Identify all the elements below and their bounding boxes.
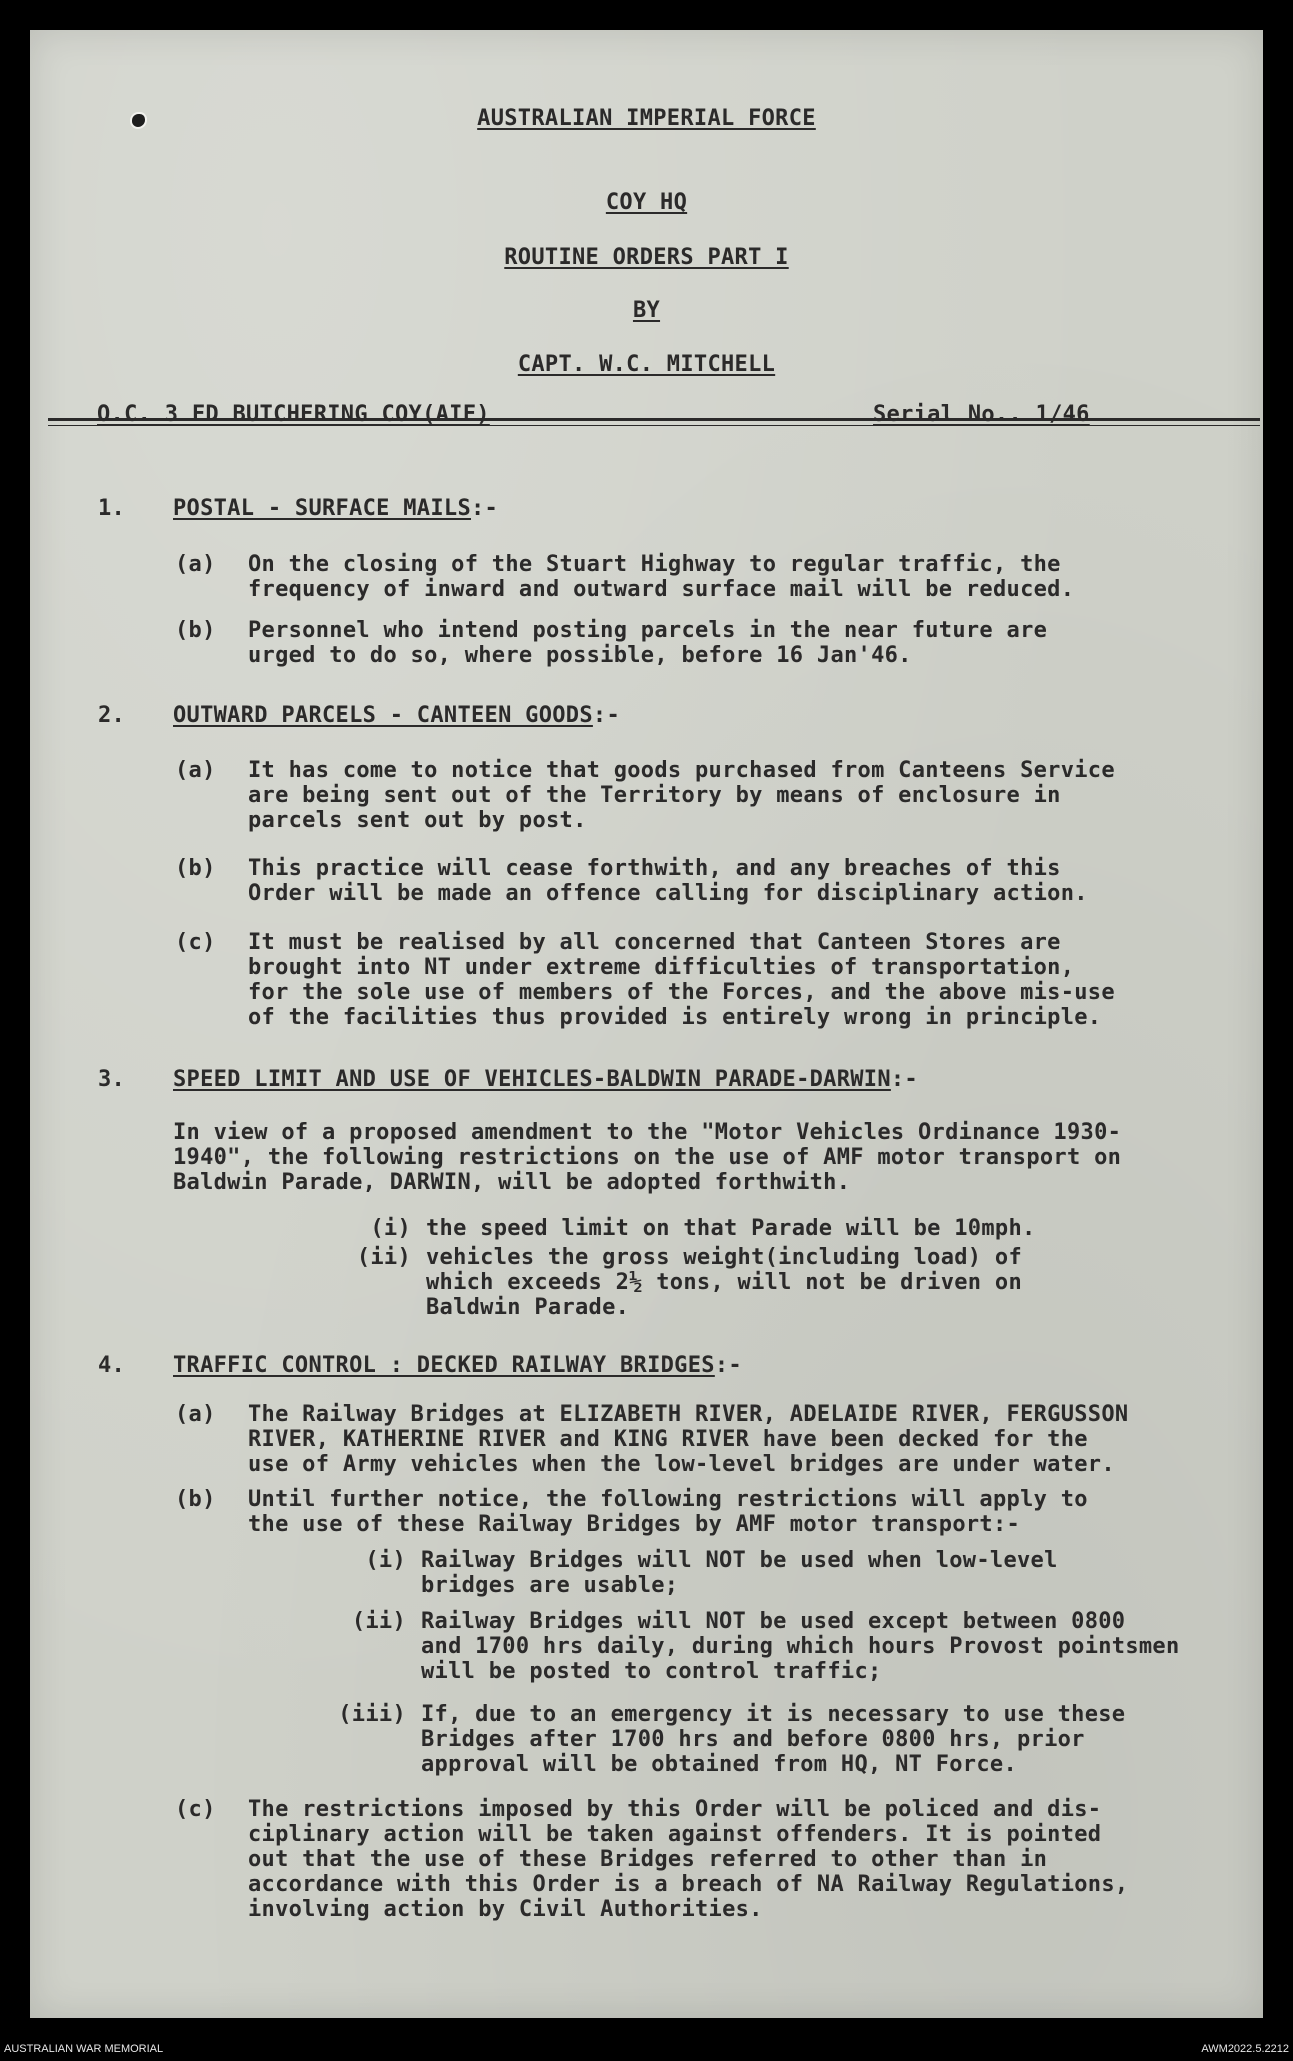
- section-4-i-line-1: Railway Bridges will NOT be used when low-level: [421, 1548, 1058, 1573]
- section-2c-line-4: of the facilities thus provided is entirely wrong in principle.: [248, 1005, 1102, 1030]
- section-4-number: 4.: [98, 1353, 126, 1378]
- section-2c-label: (c): [175, 930, 216, 955]
- header-routine-orders: ROUTINE ORDERS PART I: [504, 245, 789, 270]
- section-2c-line-3: for the sole use of members of the Forces, and the above mis-use: [248, 980, 1115, 1005]
- section-1-heading: [173, 496, 498, 521]
- section-4-title: TRAFFIC CONTROL : DECKED RAILWAY BRIDGES: [173, 1353, 715, 1378]
- section-4a-line-3: use of Army vehicles when the low-level bridges are under water.: [248, 1452, 1115, 1477]
- section-2a-line-1: It has come to notice that goods purchased from Canteens Service: [248, 758, 1115, 783]
- section-4-i-line-2: bridges are usable;: [421, 1573, 679, 1598]
- section-3-intro-line-1: In view of a proposed amendment to the "Motor Vehicles Ordinance 1930-: [173, 1120, 1122, 1145]
- header-unit: O.C. 3 FD BUTCHERING COY(AIF): [97, 402, 490, 427]
- section-2-title-suffix: :-: [592, 703, 620, 728]
- section-1-title: POSTAL - SURFACE MAILS: [173, 496, 471, 521]
- section-4b-line-1: Until further notice, the following restrictions will apply to: [248, 1487, 1088, 1512]
- section-3-heading: [173, 1067, 918, 1092]
- section-4c-line-1: The restrictions imposed by this Order will be policed and dis-: [248, 1797, 1102, 1822]
- section-2-heading: [173, 703, 620, 728]
- section-2b-label: (b): [175, 856, 216, 881]
- section-4b-line-2: the use of these Railway Bridges by AMF motor transport:-: [248, 1512, 1021, 1537]
- section-4b-label: (b): [175, 1487, 216, 1512]
- header-serial: Serial No.. 1/46: [873, 402, 1090, 427]
- header-officer-name: CAPT. W.C. MITCHELL: [517, 352, 776, 377]
- section-4a-line-1: The Railway Bridges at ELIZABETH RIVER, ADELAIDE RIVER, FERGUSSON: [248, 1402, 1129, 1427]
- section-4-ii-label: (ii): [351, 1609, 406, 1634]
- section-4-iii-line-2: Bridges after 1700 hrs and before 0800 hrs, prior: [421, 1727, 1085, 1752]
- header-force: AUSTRALIAN IMPERIAL FORCE: [477, 106, 816, 131]
- section-4-iii-line-1: If, due to an emergency it is necessary to use these: [421, 1702, 1126, 1727]
- section-1a-line-2: frequency of inward and outward surface mail will be reduced.: [248, 577, 1075, 602]
- section-3-ii-label: (ii): [356, 1245, 411, 1270]
- section-1b-line-2: urged to do so, where possible, before 16 Jan'46.: [248, 643, 912, 668]
- section-2a-line-3: parcels sent out by post.: [248, 808, 587, 833]
- section-4a-label: (a): [175, 1402, 216, 1427]
- section-2a-label: (a): [175, 758, 216, 783]
- section-1a-label: (a): [175, 552, 216, 577]
- footer-archive-name: AUSTRALIAN WAR MEMORIAL: [4, 2043, 164, 2055]
- section-3-i-label: (i): [370, 1216, 411, 1241]
- section-4-title-suffix: :-: [714, 1353, 742, 1378]
- section-1a-line-1: On the closing of the Stuart Highway to regular traffic, the: [248, 552, 1061, 577]
- section-3-title-suffix: :-: [890, 1067, 918, 1092]
- section-1b-line-1: Personnel who intend posting parcels in the near future are: [248, 618, 1048, 643]
- section-2c-line-1: It must be realised by all concerned that Canteen Stores are: [248, 930, 1061, 955]
- section-2-title: OUTWARD PARCELS - CANTEEN GOODS: [173, 703, 593, 728]
- section-4-iii-label: (iii): [338, 1702, 406, 1727]
- section-4-i-label: (i): [365, 1548, 406, 1573]
- section-3-title: SPEED LIMIT AND USE OF VEHICLES-BALDWIN PARADE-DARWIN: [173, 1067, 891, 1092]
- section-3-ii-line-1: vehicles the gross weight(including load) of: [426, 1245, 1022, 1270]
- section-3-intro-line-3: Baldwin Parade, DARWIN, will be adopted forthwith.: [173, 1170, 851, 1195]
- section-1b-label: (b): [175, 618, 216, 643]
- section-2b-line-2: Order will be made an offence calling for disciplinary action.: [248, 881, 1088, 906]
- document-page: [30, 30, 1263, 2018]
- section-4c-label: (c): [175, 1797, 216, 1822]
- section-3-i-line-1: the speed limit on that Parade will be 10mph.: [426, 1216, 1036, 1241]
- section-4-iii-line-3: approval will be obtained from HQ, NT Force.: [421, 1752, 1017, 1777]
- footer-item-id: AWM2022.5.2212: [1201, 2043, 1289, 2055]
- section-4-ii-line-3: will be posted to control traffic;: [421, 1659, 882, 1684]
- section-3-intro-line-2: 1940", the following restrictions on the use of AMF motor transport on: [173, 1145, 1122, 1170]
- section-2c-line-2: brought into NT under extreme difficulties of transportation,: [248, 955, 1075, 980]
- section-4-ii-line-2: and 1700 hrs daily, during which hours Provost pointsmen: [421, 1634, 1180, 1659]
- section-1-number: 1.: [98, 496, 126, 521]
- section-1-title-suffix: :-: [471, 496, 499, 521]
- header-coy-hq: COY HQ: [605, 190, 688, 215]
- section-2-number: 2.: [98, 703, 126, 728]
- section-4-ii-line-1: Railway Bridges will NOT be used except between 0800: [421, 1609, 1126, 1634]
- header-rule: [48, 418, 1260, 426]
- section-3-number: 3.: [98, 1067, 126, 1092]
- section-4c-line-5: involving action by Civil Authorities.: [248, 1897, 763, 1922]
- section-2a-line-2: are being sent out of the Territory by means of enclosure in: [248, 783, 1061, 808]
- header-by: BY: [632, 298, 661, 323]
- section-4c-line-2: ciplinary action will be taken against offenders. It is pointed: [248, 1822, 1102, 1847]
- section-4c-line-3: out that the use of these Bridges referred to other than in: [248, 1847, 1048, 1872]
- section-4-heading: [173, 1353, 742, 1378]
- section-3-ii-line-2: which exceeds 2½ tons, will not be driven on: [426, 1270, 1022, 1295]
- section-4c-line-4: accordance with this Order is a breach of NA Railway Regulations,: [248, 1872, 1129, 1897]
- section-3-ii-line-3: Baldwin Parade.: [426, 1295, 630, 1320]
- section-4a-line-2: RIVER, KATHERINE RIVER and KING RIVER have been decked for the: [248, 1427, 1088, 1452]
- section-2b-line-1: This practice will cease forthwith, and any breaches of this: [248, 856, 1061, 881]
